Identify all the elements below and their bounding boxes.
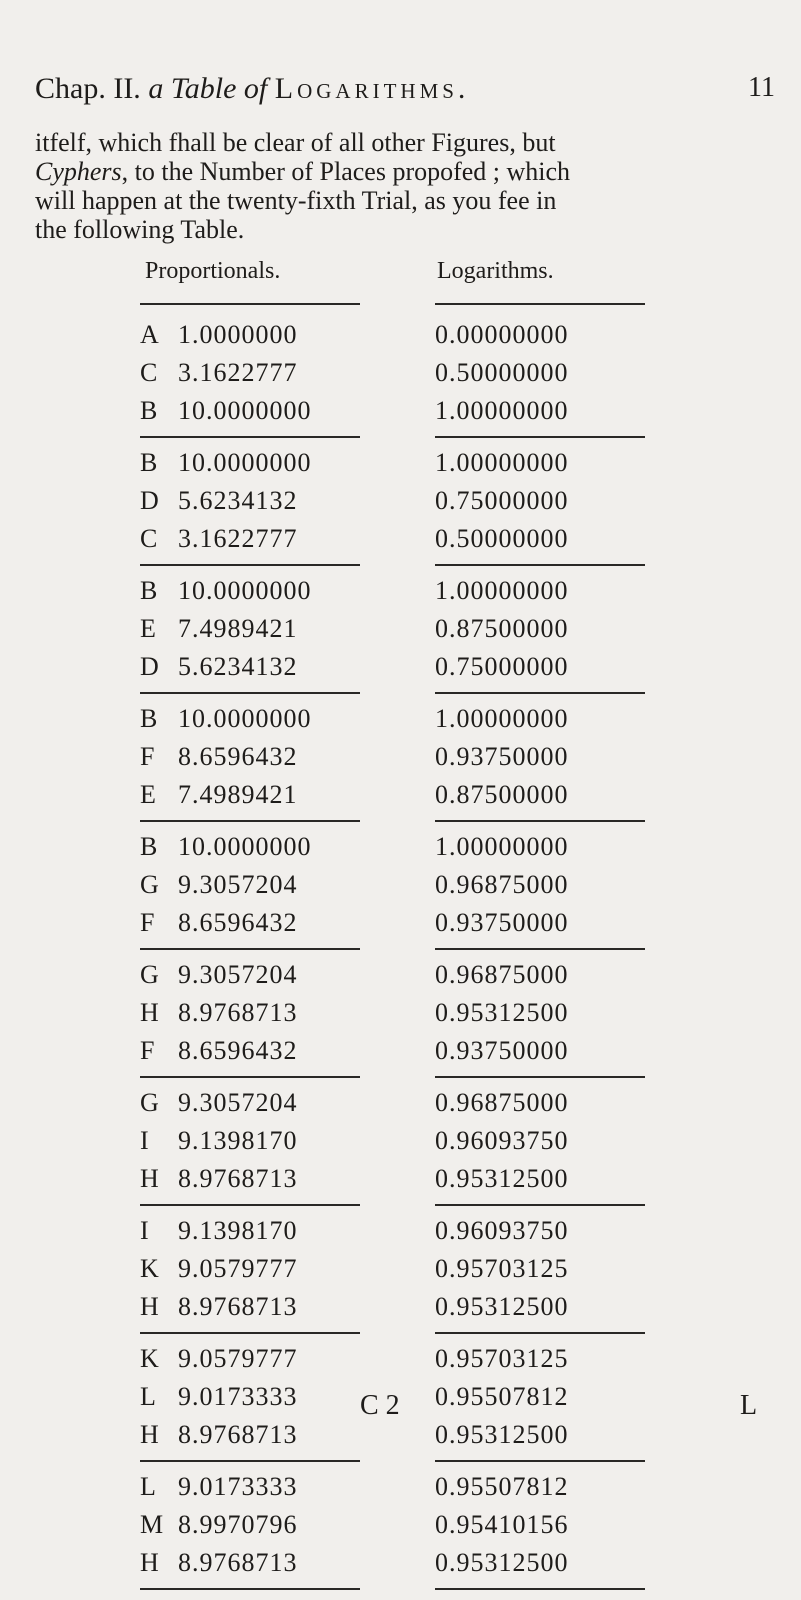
proportional-value: 8.9768713: [178, 1548, 298, 1577]
logarithms-rule: [435, 303, 645, 305]
row-letter: B: [140, 832, 158, 861]
row-letter: H: [140, 1164, 159, 1193]
proportional-value: 10.0000000: [178, 396, 312, 425]
row-letter: H: [140, 998, 159, 1027]
table-row: [140, 614, 700, 652]
logarithm-value: 0.95312500: [435, 998, 569, 1027]
proportional-value: 8.9970796: [178, 1510, 298, 1539]
separator-rule-right: [435, 820, 645, 822]
separator-rule-right: [435, 692, 645, 694]
proportional-value: 9.1398170: [178, 1126, 298, 1155]
proportional-value: 8.6596432: [178, 742, 298, 771]
logarithm-value: 1.00000000: [435, 396, 569, 425]
logarithm-value: 0.95312500: [435, 1420, 569, 1449]
table-row: [140, 704, 700, 742]
proportional-value: 1.0000000: [178, 320, 298, 349]
row-letter: C: [140, 358, 158, 387]
table-group: [140, 576, 700, 704]
proportional-value: 9.3057204: [178, 960, 298, 989]
proportional-value: 3.1622777: [178, 358, 298, 387]
table-row: [140, 396, 700, 434]
row-letter: L: [140, 1472, 156, 1501]
page-header: [35, 72, 775, 112]
row-letter: K: [140, 1344, 159, 1373]
table-group: [140, 1472, 700, 1600]
row-letter: D: [140, 486, 159, 515]
logarithm-value: 1.00000000: [435, 576, 569, 605]
logarithm-value: 0.50000000: [435, 358, 569, 387]
row-letter: K: [140, 1254, 159, 1283]
separator-rule-left: [140, 948, 360, 950]
proportional-value: 9.0173333: [178, 1472, 298, 1501]
table-row: [140, 652, 700, 690]
table-group: [140, 320, 700, 448]
separator-rule-right: [435, 948, 645, 950]
row-letter: F: [140, 742, 155, 771]
table-row: [140, 1164, 700, 1202]
row-letter: B: [140, 576, 158, 605]
proportional-value: 9.1398170: [178, 1216, 298, 1245]
separator-rule-right: [435, 1460, 645, 1462]
paragraph-line-2: [35, 157, 780, 186]
table-row: [140, 486, 700, 524]
row-letter: H: [140, 1420, 159, 1449]
logarithm-value: 0.95312500: [435, 1292, 569, 1321]
proportional-value: 8.9768713: [178, 998, 298, 1027]
logarithm-value: 1.00000000: [435, 832, 569, 861]
table-row: [140, 1548, 700, 1586]
table-group: [140, 1088, 700, 1216]
proportional-value: 8.6596432: [178, 1036, 298, 1065]
separator-rule-right: [435, 1204, 645, 1206]
row-letter: B: [140, 396, 158, 425]
logarithm-value: 0.93750000: [435, 1036, 569, 1065]
table-row: [140, 1036, 700, 1074]
separator-rule-left: [140, 1588, 360, 1590]
proportional-value: 10.0000000: [178, 832, 312, 861]
table-group: [140, 704, 700, 832]
logarithm-value: 1.00000000: [435, 448, 569, 477]
page-number: 11: [748, 72, 775, 103]
proportional-value: 8.9768713: [178, 1164, 298, 1193]
separator-rule-left: [140, 692, 360, 694]
table-row: [140, 742, 700, 780]
proportional-value: 3.1622777: [178, 524, 298, 553]
row-letter: H: [140, 1548, 159, 1577]
row-letter: G: [140, 960, 159, 989]
title-article: a: [148, 72, 164, 105]
running-title: [35, 72, 469, 106]
table-row: [140, 524, 700, 562]
row-letter: I: [140, 1126, 149, 1155]
row-letter: F: [140, 1036, 155, 1065]
row-letter: H: [140, 1292, 159, 1321]
signature-mark: C 2: [360, 1390, 400, 1421]
proportional-value: 7.4989421: [178, 780, 298, 809]
separator-rule-left: [140, 1460, 360, 1462]
paragraph-line-2-rest: , to the Number of Places propofed ; which: [121, 157, 571, 186]
row-letter: G: [140, 1088, 159, 1117]
logarithm-value: 0.96093750: [435, 1126, 569, 1155]
proportional-value: 8.6596432: [178, 908, 298, 937]
group-separator: [140, 562, 700, 576]
group-separator: [140, 1330, 700, 1344]
paragraph-line-1: itfelf, which fhall be clear of all other Figures, but: [35, 128, 556, 157]
logarithm-value: 0.95312500: [435, 1548, 569, 1577]
table-row: [140, 1292, 700, 1330]
cyphers-word: Cyphers: [35, 157, 122, 186]
catchword: L: [740, 1390, 758, 1421]
row-letter: I: [140, 1216, 149, 1245]
table-row: [140, 358, 700, 396]
row-letter: D: [140, 652, 159, 681]
logarithm-value: 0.95703125: [435, 1254, 569, 1283]
row-letter: E: [140, 614, 156, 643]
logarithm-value: 0.75000000: [435, 486, 569, 515]
row-letter: C: [140, 524, 158, 553]
row-letter: M: [140, 1510, 164, 1539]
table-row: [140, 1126, 700, 1164]
logarithms-heading: Logarithms.: [437, 258, 554, 284]
paragraph-line-4: the following Table.: [35, 215, 245, 244]
page-footer: [0, 1390, 801, 1430]
proportional-value: 9.0579777: [178, 1344, 298, 1373]
table-row: [140, 1088, 700, 1126]
row-letter: E: [140, 780, 156, 809]
logarithm-value: 0.96875000: [435, 1088, 569, 1117]
table-row: [140, 1472, 700, 1510]
proportional-value: 9.0173333: [178, 1382, 298, 1411]
separator-rule-right: [435, 436, 645, 438]
separator-rule-left: [140, 564, 360, 566]
proportional-value: 7.4989421: [178, 614, 298, 643]
logarithm-value: 0.95507812: [435, 1382, 569, 1411]
group-separator: [140, 1458, 700, 1472]
table-row: [140, 1510, 700, 1548]
logarithm-value: 0.93750000: [435, 908, 569, 937]
group-separator: [140, 818, 700, 832]
row-letter: L: [140, 1382, 156, 1411]
table-row: [140, 908, 700, 946]
proportional-value: 8.9768713: [178, 1420, 298, 1449]
logarithm-value: 0.00000000: [435, 320, 569, 349]
separator-rule-right: [435, 1076, 645, 1078]
intro-paragraph: [35, 128, 780, 244]
title-logarithms-word: Logarithms.: [274, 72, 470, 105]
proportional-value: 9.3057204: [178, 870, 298, 899]
group-separator: [140, 690, 700, 704]
row-letter: A: [140, 320, 159, 349]
separator-rule-left: [140, 436, 360, 438]
proportionals-heading: Proportionals.: [145, 258, 281, 284]
title-of-word: of: [243, 72, 268, 105]
group-separator: [140, 1202, 700, 1216]
logarithm-value: 0.96093750: [435, 1216, 569, 1245]
logarithm-value: 1.00000000: [435, 704, 569, 733]
row-letter: B: [140, 448, 158, 477]
table-row: [140, 870, 700, 908]
table-row: [140, 448, 700, 486]
logarithm-value: 0.75000000: [435, 652, 569, 681]
separator-rule-right: [435, 1332, 645, 1334]
row-letter: F: [140, 908, 155, 937]
separator-rule-right: [435, 564, 645, 566]
logarithm-value: 0.50000000: [435, 524, 569, 553]
logarithm-value: 0.95703125: [435, 1344, 569, 1373]
row-letter: G: [140, 870, 159, 899]
separator-rule-left: [140, 1076, 360, 1078]
proportional-value: 5.6234132: [178, 652, 298, 681]
logarithm-value: 0.87500000: [435, 780, 569, 809]
logarithm-value: 0.95312500: [435, 1164, 569, 1193]
paragraph-line-3: will happen at the twenty-fixth Trial, as you fee in: [35, 186, 557, 215]
row-letter: B: [140, 704, 158, 733]
table-row: [140, 832, 700, 870]
separator-rule-right: [435, 1588, 645, 1590]
table-row: [140, 576, 700, 614]
table-row: [140, 1254, 700, 1292]
table-group: [140, 1216, 700, 1344]
proportional-value: 9.3057204: [178, 1088, 298, 1117]
table-row: [140, 1344, 700, 1382]
table-row: [140, 998, 700, 1036]
logarithm-value: 0.96875000: [435, 960, 569, 989]
logarithm-value: 0.93750000: [435, 742, 569, 771]
table-group: [140, 448, 700, 576]
logarithm-value: 0.96875000: [435, 870, 569, 899]
table-row: [140, 320, 700, 358]
table-row: [140, 960, 700, 998]
separator-rule-left: [140, 1204, 360, 1206]
proportionals-rule: [140, 303, 360, 305]
separator-rule-left: [140, 1332, 360, 1334]
proportional-value: 5.6234132: [178, 486, 298, 515]
group-separator: [140, 946, 700, 960]
group-separator: [140, 1074, 700, 1088]
logarithm-value: 0.95410156: [435, 1510, 569, 1539]
chapter-label: Chap. II.: [35, 72, 141, 105]
proportional-value: 9.0579777: [178, 1254, 298, 1283]
group-separator: [140, 1586, 700, 1600]
proportional-value: 8.9768713: [178, 1292, 298, 1321]
table-group: [140, 832, 700, 960]
logarithm-value: 0.87500000: [435, 614, 569, 643]
table-row: [140, 780, 700, 818]
proportional-value: 10.0000000: [178, 704, 312, 733]
separator-rule-left: [140, 820, 360, 822]
group-separator: [140, 434, 700, 448]
proportional-value: 10.0000000: [178, 576, 312, 605]
table-row: [140, 1216, 700, 1254]
title-table-word: Table: [170, 72, 237, 105]
table-group: [140, 960, 700, 1088]
proportional-value: 10.0000000: [178, 448, 312, 477]
logarithm-value: 0.95507812: [435, 1472, 569, 1501]
